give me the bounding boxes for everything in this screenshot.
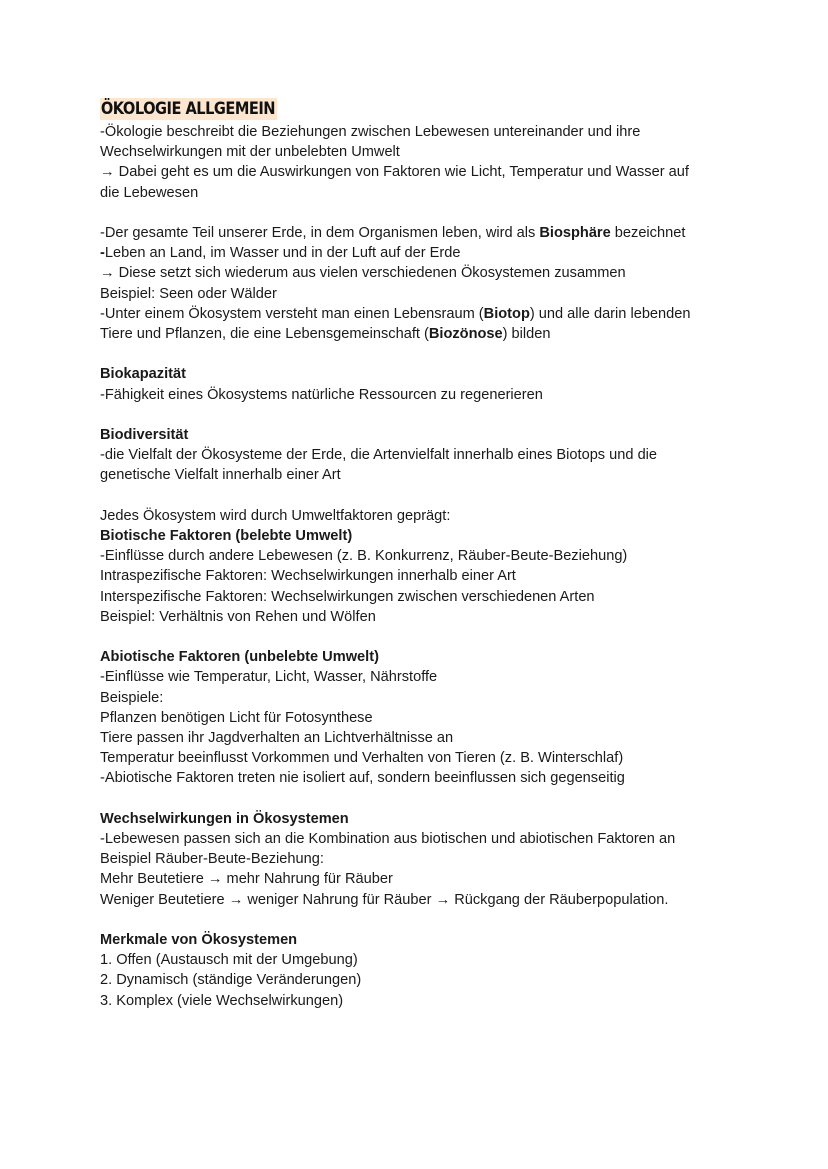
section-line: Temperatur beeinflusst Vorkommen und Verhalten von Tieren (z. B. Winterschlaf) xyxy=(100,750,624,767)
section-heading: Biodiversität xyxy=(100,427,189,443)
section-line: genetische Vielfalt innerhalb einer Art xyxy=(100,467,341,484)
bold-dash: - xyxy=(100,245,105,262)
spacer xyxy=(100,344,740,364)
intro-line: -Ökologie beschreibt die Beziehungen zwischen Lebewesen untereinander und ihre xyxy=(100,124,641,140)
term-biozoenose: Biozönose xyxy=(428,326,503,343)
text-span: -Unter einem Ökosystem versteht man einen Lebensraum ( xyxy=(100,305,484,322)
list-item: 2. Dynamisch (ständige Veränderungen) xyxy=(100,972,362,989)
text-span: Tiere und Pflanzen, die eine Lebensgemeinschaft ( xyxy=(100,326,429,343)
intro-line: → Dabei geht es um die Auswirkungen von Faktoren wie Licht, Temperatur und Wasser auf xyxy=(100,164,689,181)
section-heading: Merkmale von Ökosystemen xyxy=(100,932,298,949)
spacer xyxy=(100,627,740,647)
list-item: 3. Komplex (viele Wechselwirkungen) xyxy=(100,992,344,1009)
section-heading: Biokapazität xyxy=(100,366,186,383)
biosphere-line xyxy=(100,223,740,243)
term-biosphaere: Biosphäre xyxy=(539,225,611,241)
list-item: 1. Offen (Austausch mit der Umgebung) xyxy=(100,952,358,969)
section-line: Mehr Beutetiere → mehr Nahrung für Räuber xyxy=(100,871,393,888)
spacer xyxy=(100,910,740,930)
biosphere-line xyxy=(100,324,740,344)
abiotisch-section xyxy=(100,647,740,788)
spacer xyxy=(100,405,740,425)
biosphere-section xyxy=(100,223,740,344)
biokapazitaet-section xyxy=(100,364,740,404)
document-page xyxy=(100,98,740,1011)
section-line: Jedes Ökosystem wird durch Umweltfaktoren geprägt: xyxy=(100,507,451,524)
intro-section xyxy=(100,122,740,203)
intro-line: Wechselwirkungen mit der unbelebten Umwelt xyxy=(100,144,400,161)
merkmale-section xyxy=(100,930,740,1011)
text-span: ) und alle darin lebenden xyxy=(529,305,691,322)
biosphere-line xyxy=(100,243,740,263)
page-title: ÖKOLOGIE ALLGEMEIN xyxy=(100,98,278,120)
spacer xyxy=(100,789,740,809)
text-span: Leben an Land, im Wasser und in der Luft auf der Erde xyxy=(104,245,461,262)
section-line: Pflanzen benötigen Licht für Fotosynthese xyxy=(100,709,373,726)
section-heading: Biotische Faktoren (belebte Umwelt) xyxy=(100,528,353,544)
intro-line: die Lebewesen xyxy=(100,184,199,201)
section-line: Tiere passen ihr Jagdverhalten an Lichtverhältnisse an xyxy=(100,730,454,747)
section-line: -Einflüsse wie Temperatur, Licht, Wasser, Nährstoffe xyxy=(100,669,438,686)
section-line: Weniger Beutetiere → weniger Nahrung für Räuber → Rückgang der Räuberpopulation. xyxy=(100,891,669,908)
section-heading: Wechselwirkungen in Ökosystemen xyxy=(100,810,349,827)
biosphere-line: → Diese setzt sich wiederum aus vielen verschiedenen Ökosystemen zusammen xyxy=(100,265,626,282)
spacer xyxy=(100,486,740,506)
section-line: Beispiel: Verhältnis von Rehen und Wölfen xyxy=(100,608,376,625)
section-line: -Lebewesen passen sich an die Kombination aus biotischen und abiotischen Faktoren an xyxy=(100,831,676,848)
section-line: -Fähigkeit eines Ökosystems natürliche Ressourcen zu regenerieren xyxy=(100,386,543,403)
biodiversitaet-section xyxy=(100,425,740,486)
section-line: -Einflüsse durch andere Lebewesen (z. B. Konkurrenz, Räuber-Beute-Beziehung) xyxy=(100,548,628,565)
section-line: Interspezifische Faktoren: Wechselwirkungen zwischen verschiedenen Arten xyxy=(100,588,595,605)
biotisch-section xyxy=(100,506,740,627)
wechselwirkungen-section xyxy=(100,809,740,910)
biosphere-line xyxy=(100,304,740,324)
text-span: bezeichnet xyxy=(610,225,686,241)
section-line: Beispiele: xyxy=(100,689,164,706)
section-heading: Abiotische Faktoren (unbelebte Umwelt) xyxy=(100,649,379,666)
text-span: -Der gesamte Teil unserer Erde, in dem Organismen leben, wird als xyxy=(100,225,540,241)
spacer xyxy=(100,203,740,223)
section-line: Intraspezifische Faktoren: Wechselwirkungen innerhalb einer Art xyxy=(100,568,516,585)
term-biotop: Biotop xyxy=(483,305,530,322)
biosphere-line: Beispiel: Seen oder Wälder xyxy=(100,285,277,302)
section-line: Beispiel Räuber-Beute-Beziehung: xyxy=(100,851,324,868)
text-span: ) bilden xyxy=(502,326,551,343)
section-line: -Abiotische Faktoren treten nie isoliert auf, sondern beeinflussen sich gegenseitig xyxy=(100,770,625,787)
section-line: -die Vielfalt der Ökosysteme der Erde, die Artenvielfalt innerhalb eines Biotops und die xyxy=(100,447,658,464)
